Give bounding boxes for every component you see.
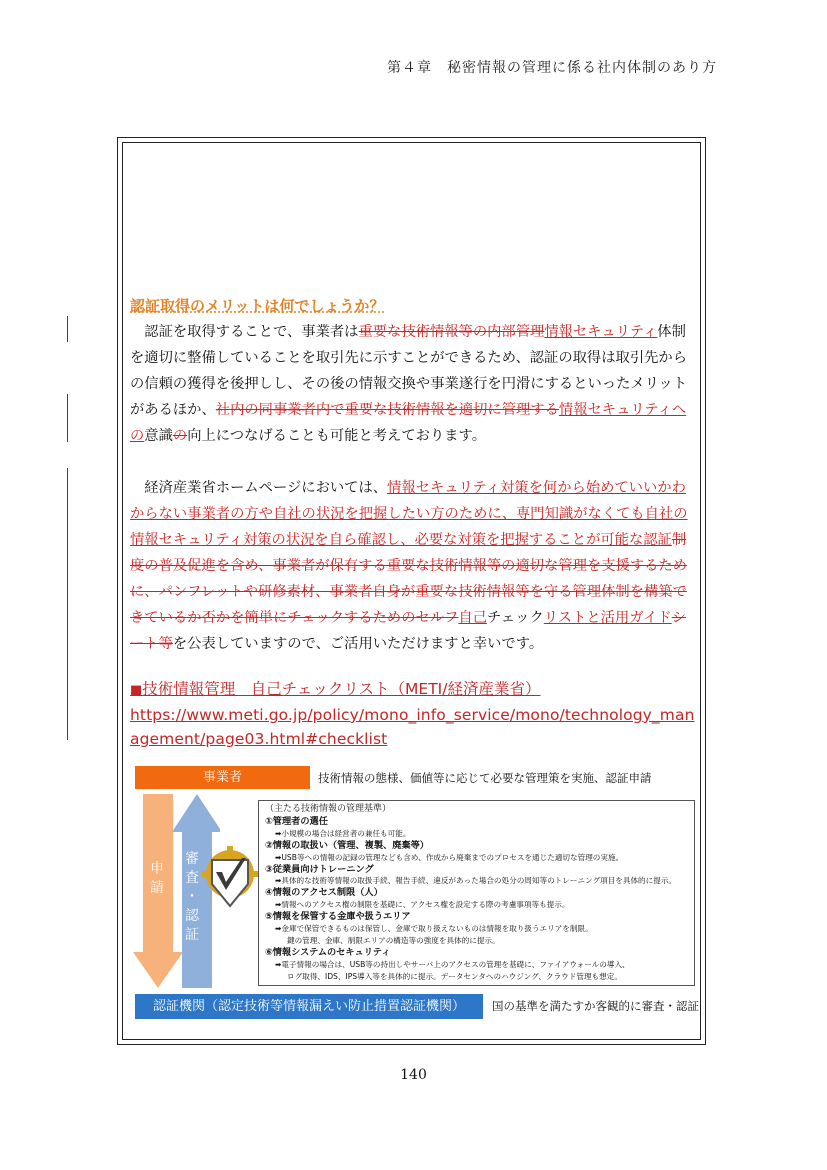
criteria-item: ⑤情報を保管する金庫や扱うエリア bbox=[265, 911, 411, 923]
arrow-label-char: 審 bbox=[185, 851, 199, 867]
body-text: 意識 bbox=[144, 428, 173, 444]
deleted-text: 制度の普及促進を含め、事業者が保有する重要な技術情報等の適切な管理を支援するために、パンフレットや研修素材、事業者自身が重要な技術情報等を守る管理体制を構築できているか否かを簡単にチェックするためのセルフ bbox=[130, 532, 688, 626]
criteria-description: ➡小規模の場合は経営者の兼任も可能。 bbox=[275, 828, 411, 838]
deleted-text: 社内の同事業者内で重要な技術情報を適切に管理する bbox=[215, 402, 559, 418]
criteria-item: ④情報のアクセス制限（人） bbox=[265, 887, 383, 899]
inserted-text: 情報セキュリティ bbox=[544, 324, 658, 340]
criteria-description: ➡情報へのアクセス権の制限を基礎に、アクセス権を設定する際の考慮事項等も提示。 bbox=[275, 900, 570, 910]
deleted-text: 重要な技術情報等の内部管理 bbox=[358, 324, 545, 340]
section-content bbox=[130, 295, 698, 751]
inserted-text: 情報セキュリティへの bbox=[130, 402, 687, 444]
arrow-label-char: 認 bbox=[185, 908, 199, 924]
change-bar bbox=[67, 394, 68, 442]
criteria-title: （主たる技術情報の管理基準） bbox=[265, 804, 392, 814]
management-criteria-box bbox=[258, 800, 695, 986]
review-arrow-label bbox=[183, 850, 201, 945]
certification-emblem-icon bbox=[202, 844, 258, 914]
checklist-link[interactable] bbox=[130, 677, 698, 751]
criteria-item: ①管理者の選任 bbox=[265, 815, 328, 827]
body-text: 向上につなげることも可能と考えております。 bbox=[187, 428, 486, 444]
arrow-label-char: 証 bbox=[185, 927, 199, 943]
link-bullet: ■ bbox=[130, 683, 143, 698]
business-operator-bar: 事業者 bbox=[135, 766, 310, 789]
paragraph-merit bbox=[130, 319, 698, 449]
certification-body-bar: 認証機関（認定技術等情報漏えい防止措置認証機関） bbox=[135, 994, 483, 1019]
link-url: https://www.meti.go.jp/policy/mono_info_service/mono/technology_management/page03.html#checklist bbox=[130, 706, 695, 748]
inserted-text: 情報セキュリティ対策を何から始めていいかわからない事業者の方や自社の状況を把握したい方のために、専門知識がなくても自社の情報セキュリティ対策の状況を自ら確認し、必要な対策を把握することが可能な認証 bbox=[130, 480, 688, 548]
body-text: チェック bbox=[487, 610, 544, 626]
criteria-description: ➡具体的な技術等情報の取扱手続、報告手続、違反があった場合の処分の周知等のトレーニング項目を具体的に提示。 bbox=[275, 876, 677, 886]
page-number: 140 bbox=[400, 1067, 427, 1083]
certification-body-caption: 国の基準を満たすか客観的に審査・認証 bbox=[492, 999, 699, 1013]
running-header: 第４章 秘密情報の管理に係る社内体制のあり方 bbox=[387, 60, 717, 76]
inserted-text: 自己 bbox=[458, 610, 487, 626]
criteria-item: ⑥情報システムのセキュリティ bbox=[265, 946, 391, 958]
criteria-description: ログ取得、IDS、IPS導入等を具体的に提示。データセンタへのハウジング、クラウド管理も想定。 bbox=[287, 971, 622, 981]
inserted-text: リストと活用ガイド bbox=[543, 610, 672, 626]
arrow-label-char: 申 bbox=[150, 861, 164, 877]
criteria-item: ③従業員向けトレーニング bbox=[265, 863, 374, 875]
paragraph-meti bbox=[130, 475, 698, 657]
body-text: 認証を取得することで、事業者は bbox=[130, 324, 359, 340]
criteria-item: ②情報の取扱い（管理、複製、廃棄等） bbox=[265, 839, 429, 851]
arrow-label-char: ・ bbox=[185, 889, 199, 905]
body-text: 体制を適切に整備していることを取引先に示すことができるため、認証の取得は取引先からの信頼の獲得を後押しし、その後の情報交換や事業遂行を円滑にするといったメリットがあるほか、 bbox=[130, 324, 688, 418]
section-heading: 認証取得のメリットは何でしょうか？ bbox=[130, 297, 385, 315]
criteria-description: ➡USB等への情報の記録の管理なども含め、作成から廃棄までのプロセスを通じた適切な管理の実施。 bbox=[275, 852, 624, 862]
arrow-label-char: 請 bbox=[150, 880, 164, 896]
deleted-text: シート等 bbox=[130, 610, 687, 652]
criteria-description: ➡金庫で保管できるものは保管し、金庫で取り扱えないものは情報を取り扱うエリアを制限。 bbox=[275, 924, 593, 934]
body-text: 経済産業省ホームページにおいては、 bbox=[130, 480, 388, 496]
criteria-description: ➡電子情報の場合は、USB等の持出しやサーバ上のアクセスの管理を基礎に、ファイアウォールの導入、 bbox=[275, 959, 630, 969]
change-bar bbox=[67, 316, 68, 342]
link-title: 技術情報管理 自己チェックリスト（METI/経済産業省） bbox=[142, 680, 541, 698]
deleted-text: の bbox=[172, 428, 188, 444]
business-operator-caption: 技術情報の態様、価値等に応じて必要な管理策を実施、認証申請 bbox=[318, 771, 652, 785]
criteria-description: 鍵の管理、金庫、制限エリアの構造等の強度を具体的に提示。 bbox=[287, 935, 500, 945]
application-arrow-label bbox=[148, 860, 166, 898]
arrow-label-char: 査 bbox=[185, 870, 199, 886]
certification-diagram bbox=[130, 764, 700, 1026]
change-bar bbox=[67, 468, 68, 740]
body-text: を公表していますので、ご活用いただけますと幸いです。 bbox=[172, 636, 544, 652]
